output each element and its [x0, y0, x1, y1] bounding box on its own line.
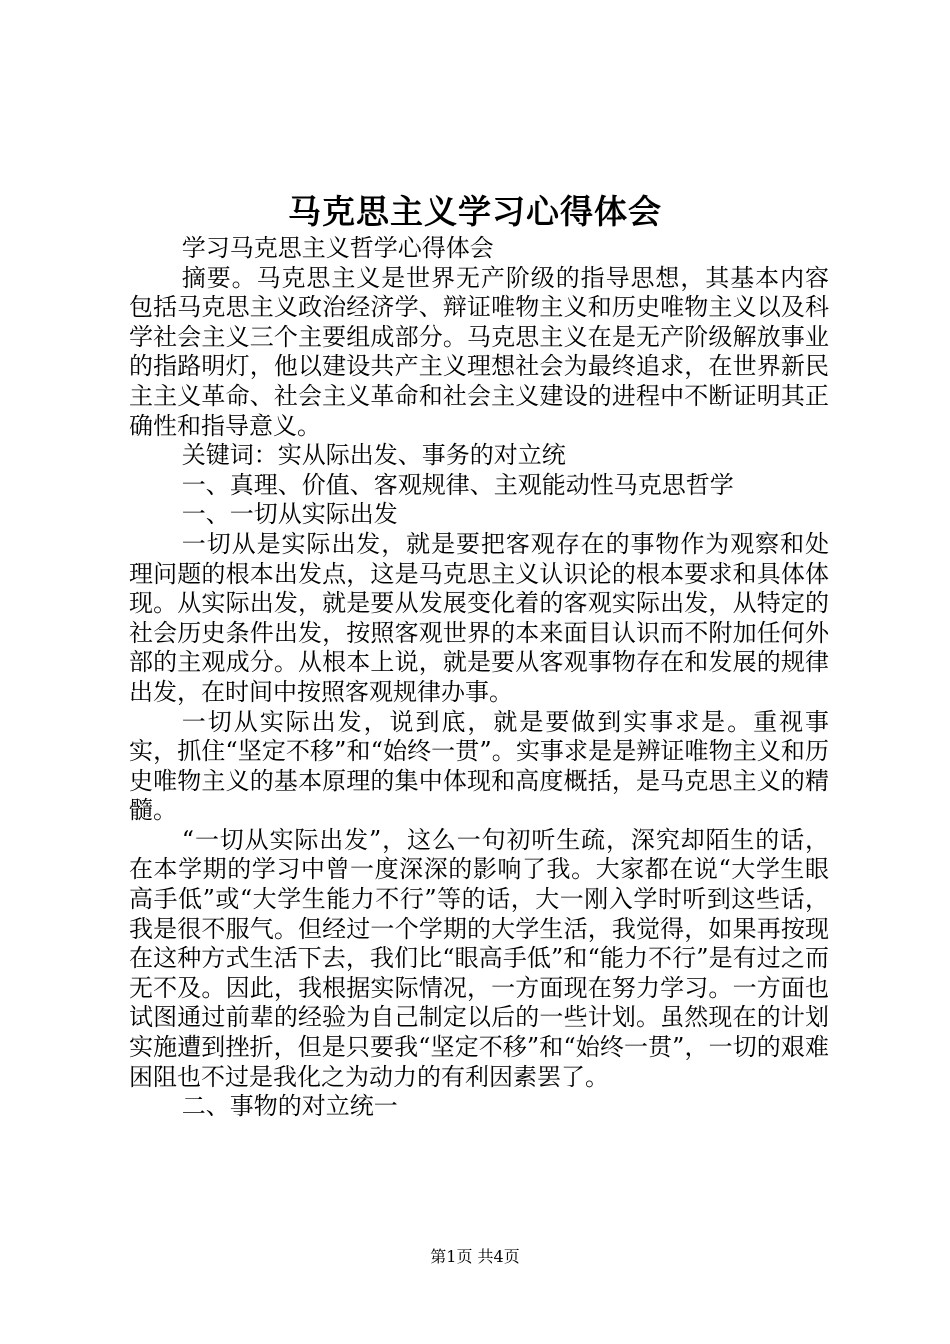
document-title: 马克思主义学习心得体会 [288, 192, 662, 231]
body-paragraph: “一切从实际出发”，这么一句初听生疏，深究却陌生的话，在本学期的学习中曾一度深深的影响了我。大家都在说“大学生眼高手低”或“大学生能力不行”等的话，大一刚入学时听到这些话，我是很不服气。但经过一个学期的大学生活，我觉得，如果再按现在这种方式生活下去，我们比“眼高手低”和“能力不行”是有过之而无不及。因此，我根据实际情况，一方面现在努力学习。一方面也试图通过前辈的经验为自己制定以后的一些计划。虽然现在的计划实施遭到挫折，但是只要我“坚定不移”和“始终一贯”，一切的艰难困阻也不过是我化之为动力的有利因素罢了。 [129, 825, 829, 1091]
body-paragraph: 一切从实际出发，说到底，就是要做到实事求是。重视事实，抓住“坚定不移”和“始终一贯”。实事求是是辨证唯物主义和历史唯物主义的基本原理的集中体现和高度概括，是马克思主义的精髓。 [129, 707, 829, 825]
section-heading: 一、真理、价值、客观规律、主观能动性马克思哲学 [181, 470, 734, 499]
abstract-paragraph: 摘要。马克思主义是世界无产阶级的指导思想，其基本内容包括马克思主义政治经济学、辩证唯物主义和历史唯物主义以及科学社会主义三个主要组成部分。马克思主义在是无产阶级解放事业的指路明灯，他以建设共产主义理想社会为最终追求，在世界新民主主义革命、社会主义革命和社会主义建设的进程中不断证明其正确性和指导意义。 [129, 263, 829, 440]
section-heading: 二、事物的对立统一 [181, 1092, 398, 1121]
section-heading: 一、一切从实际出发 [181, 500, 398, 529]
subtitle-paragraph: 学习马克思主义哲学心得体会 [181, 234, 494, 262]
keywords-paragraph: 关键词：实从际出发、事务的对立统 [181, 441, 566, 470]
document-body [129, 234, 829, 1122]
page-footer: 第1页 共4页 [430, 1247, 520, 1266]
body-paragraph: 一切从是实际出发，就是要把客观存在的事物作为观察和处理问题的根本出发点，这是马克思主义认识论的根本要求和具体体现。从实际出发，就是要从发展变化着的客观实际出发，从特定的社会历史条件出发，按照客观世界的本来面目认识而不附加任何外部的主观成分。从根本上说，就是要从客观事物存在和发展的规律出发，在时间中按照客观规律办事。 [129, 529, 829, 706]
